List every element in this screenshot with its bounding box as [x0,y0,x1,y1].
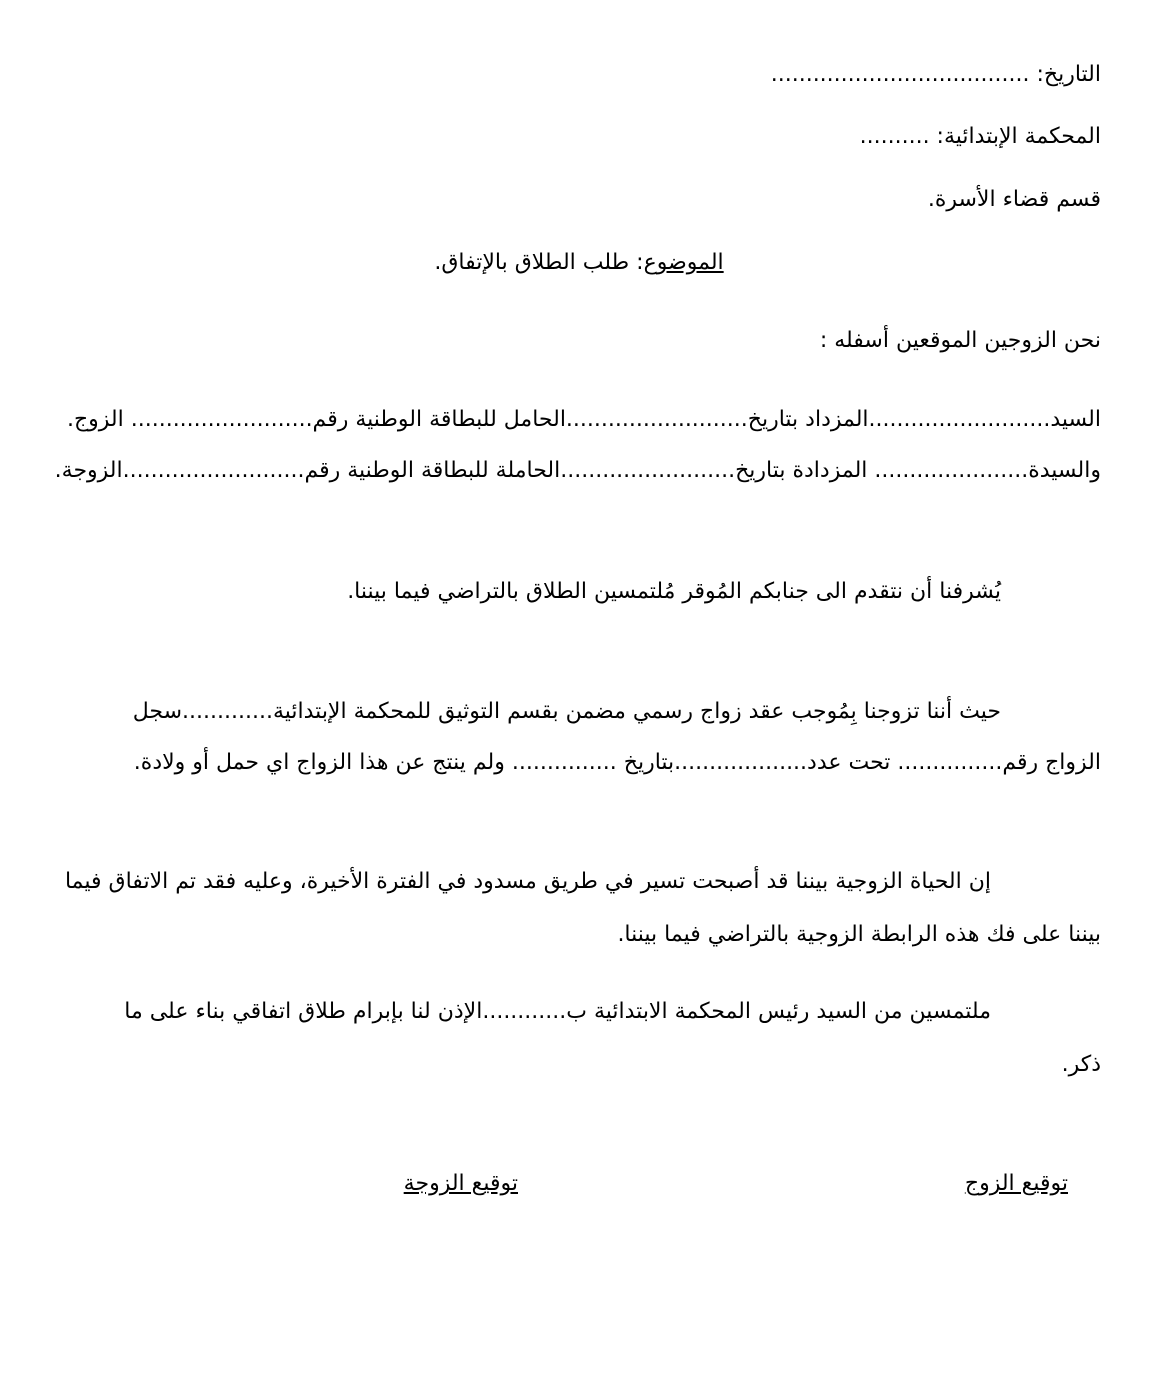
life-paragraph-line-2: بيننا على فك هذه الرابطة الزوجية بالتراضي فيما بيننا. [617,922,1101,947]
wife-signature-label: توقيع الزوجة [403,1171,518,1196]
life-paragraph-line-1: إن الحياة الزوجية بيننا قد أصبحت تسير في طريق مسدود في الفترة الأخيرة، وعليه فقد تم الاتفاق فيما [64,869,991,894]
husband-details-line: السيد..........................المزداد بتاريخ..........................الحامل للبطاقة الوطنية رقم.......................... الزوج. [66,407,1101,432]
date-line: التاريخ: ..................................... [770,62,1101,87]
request-paragraph: يُشرفنا أن نتقدم الى جنابكم المُوقر مُلتمسين الطلاق بالتراضي فيما بيننا. [347,579,1001,604]
wife-details-line: والسيدة...................... المزدادة بتاريخ.........................الحاملة للبطاقة الوطنية رقم..........................الزوجة. [54,458,1101,483]
plea-paragraph-line-2: ذكر. [1061,1052,1101,1077]
court-line: المحكمة الإبتدائية: .......... [859,124,1101,149]
plea-paragraph-line-1: ملتمسين من السيد رئيس المحكمة الابتدائية ب............الإذن لنا بإبرام طلاق اتفاقي بناء على ما [124,999,991,1024]
subject-line [0,248,1158,278]
section-line: قسم قضاء الأسرة. [927,187,1101,212]
intro-line: نحن الزوجين الموقعين أسفله : [819,328,1101,353]
marriage-paragraph-line-2: الزواج رقم............... تحت عدد...................بتاريخ ............... ولم ينتج عن هذا الزواج اي حمل أو ولادة. [133,750,1101,775]
subject-text: : طلب الطلاق بالإتفاق. [434,250,644,275]
husband-signature-label: توقيع الزوج [964,1171,1068,1196]
subject-label: الموضوع [643,250,724,275]
marriage-paragraph-line-1: حيث أننا تزوجنا بِمُوجب عقد زواج رسمي مضمن بقسم التوثيق للمحكمة الإبتدائية.............سجل [132,699,1001,724]
